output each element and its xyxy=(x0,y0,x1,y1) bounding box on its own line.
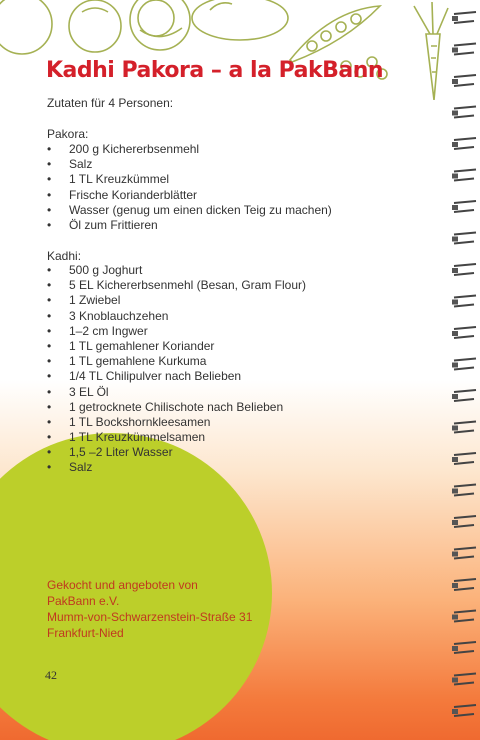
cabbage-drawing xyxy=(130,0,190,50)
spiral-binding xyxy=(448,0,480,740)
spiral-ring xyxy=(452,705,476,716)
ingredient-item: • 1 TL Kreuzkümmel xyxy=(47,172,332,187)
spiral-ring xyxy=(452,359,476,370)
ingredient-item: • Frische Korianderblätter xyxy=(47,188,332,203)
ingredient-item: • 1 TL gemahlener Koriander xyxy=(47,339,306,354)
credits-line: Gekocht und angeboten von xyxy=(47,578,198,592)
pakora-heading: Pakora: xyxy=(47,127,89,141)
kadhi-heading: Kadhi: xyxy=(47,249,82,263)
ingredient-item: • Salz xyxy=(47,157,332,172)
apple-drawing xyxy=(0,0,52,54)
spiral-ring xyxy=(452,327,476,338)
ingredient-item: • 1 TL gemahlene Kurkuma xyxy=(47,354,306,369)
kadhi-ingredient-list xyxy=(47,263,306,476)
tomato-drawing xyxy=(69,0,121,52)
recipe-title: Kadhi Pakora – a la PakBann xyxy=(46,58,384,83)
spiral-ring xyxy=(452,75,476,86)
vegetable-illustration xyxy=(0,0,450,100)
ingredient-item: • 1 TL Bockshornkleesamen xyxy=(47,415,306,430)
eggplant-drawing xyxy=(192,0,288,40)
spiral-ring xyxy=(452,422,476,433)
spiral-ring xyxy=(452,201,476,212)
peapod-drawing xyxy=(290,6,380,62)
spiral-ring xyxy=(452,296,476,307)
spiral-ring xyxy=(452,611,476,622)
credits-city: Frankfurt-Nied xyxy=(47,626,124,640)
spiral-ring xyxy=(452,390,476,401)
spiral-ring xyxy=(452,453,476,464)
page-number: 42 xyxy=(45,668,57,682)
spiral-ring xyxy=(452,516,476,527)
spiral-ring xyxy=(452,12,476,23)
ingredient-item: • 200 g Kichererbsenmehl xyxy=(47,142,332,157)
servings-line: Zutaten für 4 Personen: xyxy=(47,96,174,110)
pakora-ingredient-list xyxy=(47,142,332,233)
ingredient-item: • 1,5 –2 Liter Wasser xyxy=(47,445,306,460)
spiral-ring xyxy=(452,642,476,653)
spiral-ring xyxy=(452,170,476,181)
spiral-ring xyxy=(452,548,476,559)
credits-organization: PakBann e.V. xyxy=(47,594,120,608)
ingredient-item: • Öl zum Frittieren xyxy=(47,218,332,233)
ingredient-item: • 3 Knoblauchzehen xyxy=(47,309,306,324)
ingredient-item: • 3 EL Öl xyxy=(47,385,306,400)
credits-street: Mumm-von-Schwarzenstein-Straße 31 xyxy=(47,610,253,624)
ingredient-item: • 1–2 cm Ingwer xyxy=(47,324,306,339)
spiral-ring xyxy=(452,579,476,590)
spiral-ring xyxy=(452,233,476,244)
ingredient-item: • 1/4 TL Chilipulver nach Belieben xyxy=(47,369,306,384)
ingredient-item: • Wasser (genug um einen dicken Teig zu machen) xyxy=(47,203,332,218)
spiral-ring xyxy=(452,138,476,149)
ingredient-item: • Salz xyxy=(47,460,306,475)
ingredient-item: • 5 EL Kichererbsenmehl (Besan, Gram Flour) xyxy=(47,278,306,293)
spiral-ring xyxy=(452,674,476,685)
ingredient-item: • 1 TL Kreuzkümmelsamen xyxy=(47,430,306,445)
credits-block xyxy=(47,577,252,641)
spiral-ring xyxy=(452,44,476,55)
carrot-drawing xyxy=(414,2,448,100)
spiral-ring xyxy=(452,485,476,496)
ingredient-item: • 1 getrocknete Chilischote nach Belieben xyxy=(47,400,306,415)
ingredient-item: • 1 Zwiebel xyxy=(47,293,306,308)
spiral-ring xyxy=(452,107,476,118)
spiral-ring xyxy=(452,264,476,275)
ingredient-item: • 500 g Joghurt xyxy=(47,263,306,278)
